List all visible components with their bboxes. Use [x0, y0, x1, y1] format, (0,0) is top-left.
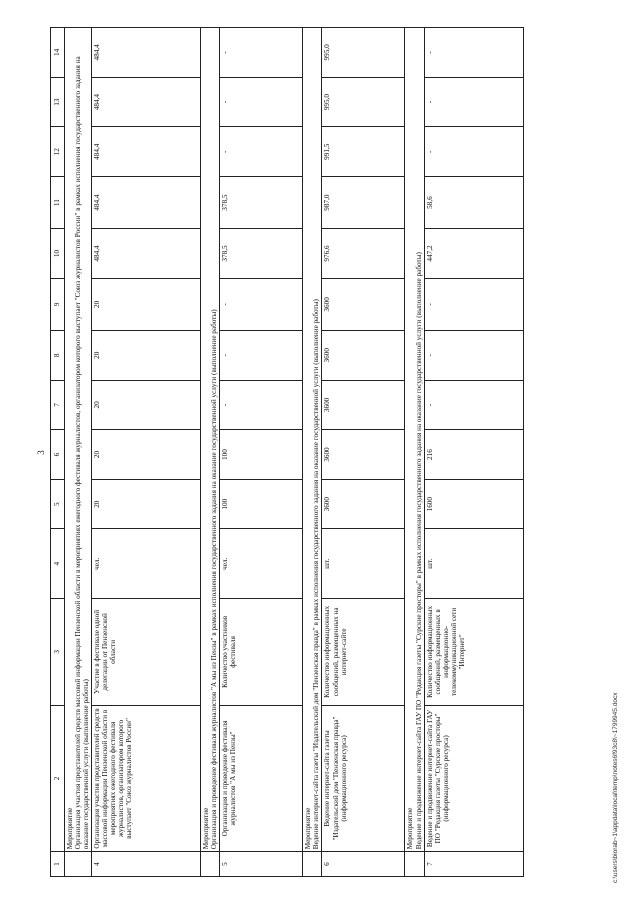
value-cell: 3600: [322, 430, 405, 480]
header-cell: 13: [51, 77, 65, 127]
value-cell: 3600: [322, 278, 405, 330]
section-title-row: [201, 28, 220, 877]
row-number: 4: [92, 852, 201, 877]
value-cell: 976,6: [322, 229, 405, 279]
file-path-footer: c:\users\biorab~1\appdata\local\temp\notes6f93c8\~1799945.docx: [612, 692, 619, 883]
section-title: Мероприятие Ведение и продвижение интернет-сайта ГАУ ПО "Редакция газеты "Сурские просторы" в рамках исполнения государственного задания на оказание государственной услуги (выполнение работы): [405, 28, 424, 852]
header-cell: 11: [51, 177, 65, 229]
indicator-name: Количество участников фестиваля: [220, 599, 303, 706]
indicators-table: [50, 27, 524, 877]
value-cell: 995,0: [322, 77, 405, 127]
header-cell: 1: [51, 852, 65, 877]
value-cell: 378,5: [220, 177, 303, 229]
header-cell: 8: [51, 330, 65, 380]
value-cell: 20: [92, 278, 201, 330]
table-row: [92, 28, 201, 877]
indicator-name: Количество информационных сообщений, размещенных на интернет-сайте: [322, 599, 405, 706]
value-cell: 484,4: [92, 127, 201, 177]
value-cell: 447,2: [424, 229, 523, 279]
header-row: [51, 28, 65, 877]
value-cell: 484,4: [92, 177, 201, 229]
value-cell: 20: [92, 380, 201, 430]
unit: шт.: [322, 529, 405, 599]
value-cell: 20: [92, 430, 201, 480]
unit: шт.: [424, 529, 523, 599]
value-cell: 58,6: [424, 177, 523, 229]
value-cell: 100: [220, 479, 303, 529]
value-cell: 484,4: [92, 77, 201, 127]
value-cell: 3600: [322, 330, 405, 380]
value-cell: 987,0: [322, 177, 405, 229]
value-cell: 3600: [322, 380, 405, 430]
indicator-name: Количество информационных сообщений, размещенных в информационно-телекоммуникационной сети "Интернет": [424, 599, 523, 706]
section-title: Мероприятие Организация и проведение фестиваля журналистов "А мы из Пензы" в рамках исполнения государственного задания на оказание государственной услуги (выполнение работы): [201, 28, 220, 852]
row-number: 5: [220, 852, 303, 877]
value-cell: -: [220, 77, 303, 127]
section-title-row: [303, 28, 322, 877]
event-name: Организация и проведение фестиваля журналистов "А мы из Пензы": [220, 705, 303, 851]
header-cell: 12: [51, 127, 65, 177]
value-cell: -: [220, 127, 303, 177]
header-cell: 10: [51, 229, 65, 279]
value-cell: 1600: [424, 479, 523, 529]
value-cell: -: [424, 330, 523, 380]
value-cell: -: [424, 28, 523, 78]
value-cell: 216: [424, 430, 523, 480]
value-cell: 995,0: [322, 28, 405, 78]
value-cell: -: [424, 127, 523, 177]
page-number: 3: [36, 450, 46, 455]
header-cell: 7: [51, 380, 65, 430]
value-cell: 484,4: [92, 28, 201, 78]
header-cell: 2: [51, 705, 65, 851]
section-title-row: [405, 28, 424, 877]
table-row: [322, 28, 405, 877]
value-cell: -: [424, 278, 523, 330]
value-cell: -: [220, 28, 303, 78]
value-cell: -: [424, 77, 523, 127]
value-cell: 20: [92, 330, 201, 380]
value-cell: -: [220, 278, 303, 330]
section-title: Мероприятие Организация участия представителей средств массовой информации Пензенской области в мероприятиях ежегодного фестиваля журналистов, организатором которого выступает "Союз журналистов России" в рамках исполнения государственного задания на оказание государственной услуги (выполнение работы): [65, 28, 92, 852]
header-cell: 14: [51, 28, 65, 78]
value-cell: 484,4: [92, 229, 201, 279]
event-name: Ведение интернет-сайта газеты "Издательский дом "Пензенская правда" (информационного ресурса): [322, 705, 405, 851]
row-number: 7: [424, 852, 523, 877]
event-name: Организация участия представителей средств массовой информации Пензенской области в мероприятиях ежегодного фестиваля журналистов, организатором которого выступает "Союз журналистов России": [92, 705, 201, 851]
value-cell: -: [220, 380, 303, 430]
header-cell: 3: [51, 599, 65, 706]
value-cell: 100: [220, 430, 303, 480]
unit: чел.: [220, 529, 303, 599]
row-number: 6: [322, 852, 405, 877]
section-title: Мероприятие Ведение интернет-сайта газеты "Издательский дом "Пензенская правда" в рамках исполнения государственного задания на оказание государственной услуги (выполнение работы): [303, 28, 322, 852]
header-cell: 9: [51, 278, 65, 330]
indicator-name: Участие в фестивале одной делегации от Пензенской области: [92, 599, 201, 706]
table-row: [220, 28, 303, 877]
value-cell: -: [424, 380, 523, 430]
value-cell: 3600: [322, 479, 405, 529]
header-cell: 4: [51, 529, 65, 599]
value-cell: 378,5: [220, 229, 303, 279]
header-cell: 5: [51, 479, 65, 529]
unit: чел.: [92, 529, 201, 599]
header-cell: 6: [51, 430, 65, 480]
value-cell: 991,5: [322, 127, 405, 177]
section-title-row: [65, 28, 92, 877]
table-row: [424, 28, 523, 877]
value-cell: 20: [92, 479, 201, 529]
event-name: Ведение и продвижение интернет-сайта ГАУ ПО "Редакция газеты "Сурские просторы" (информационного ресурса): [424, 705, 523, 851]
value-cell: -: [220, 330, 303, 380]
